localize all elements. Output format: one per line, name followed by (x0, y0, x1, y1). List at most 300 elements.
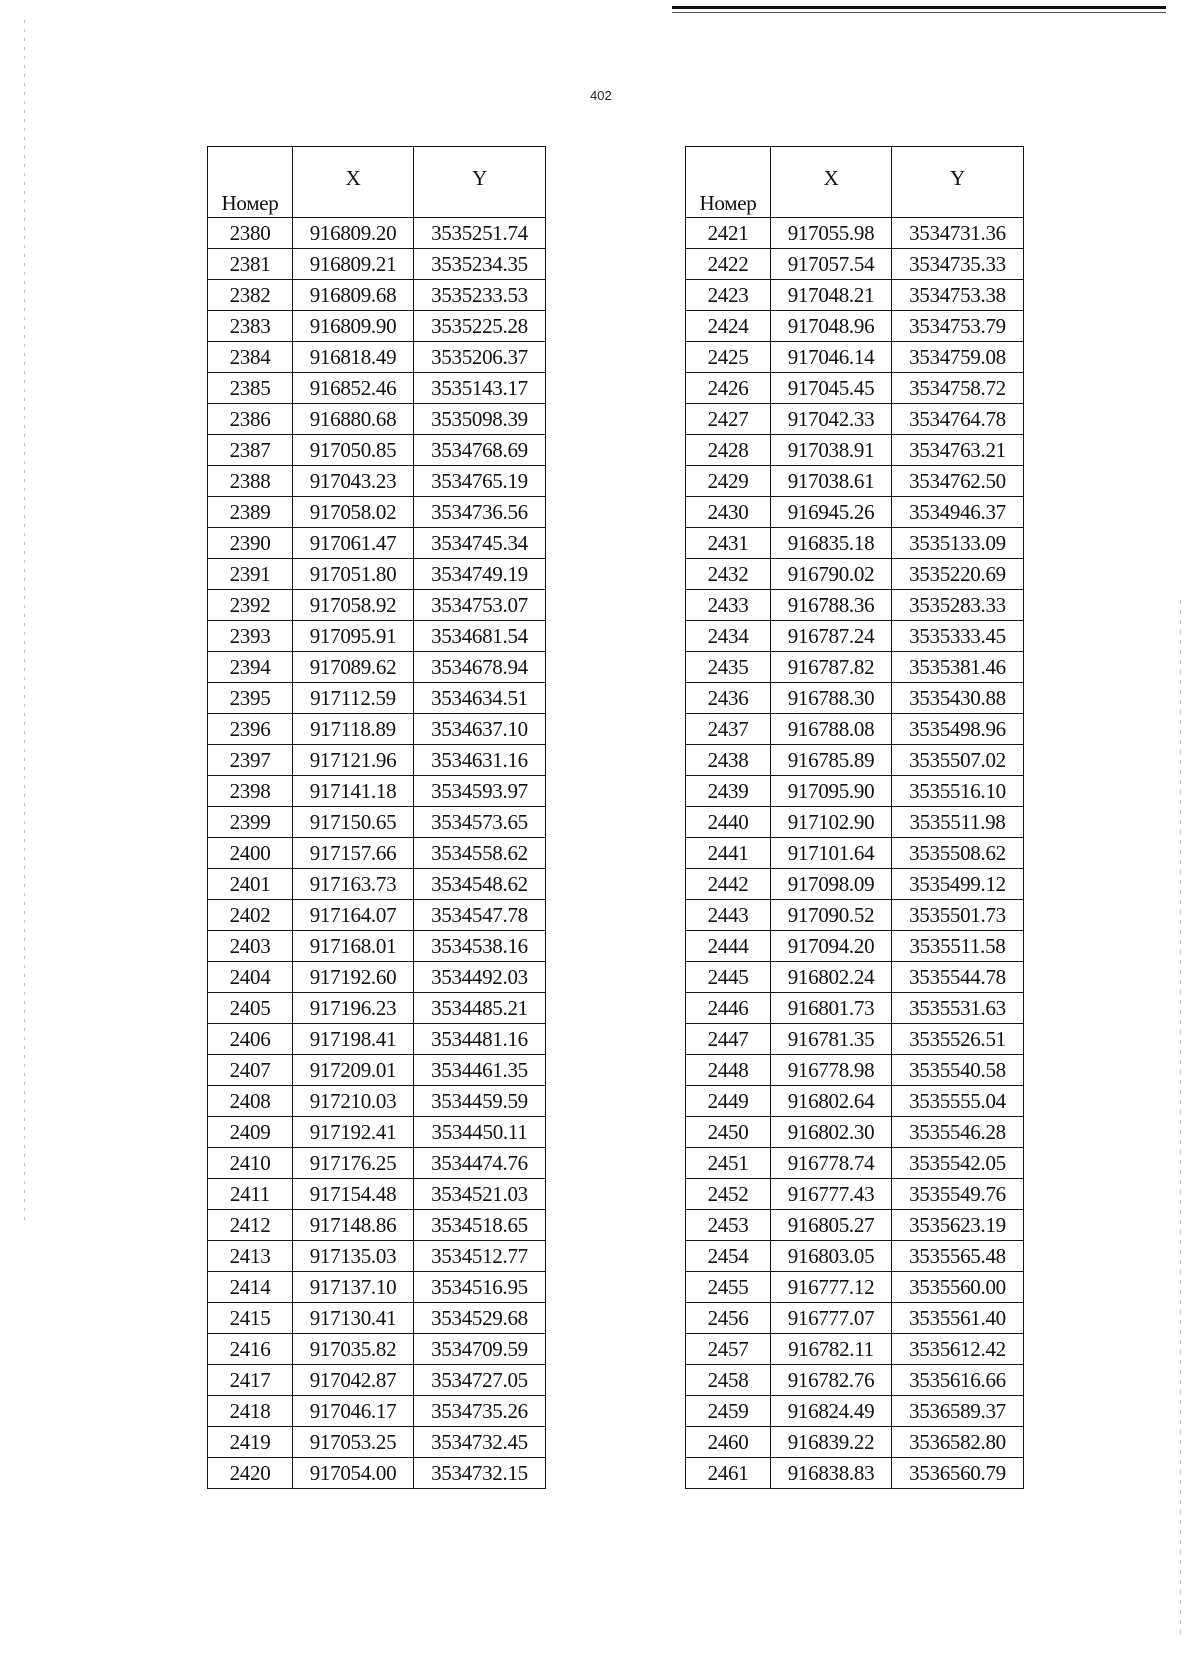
table-row (208, 1086, 546, 1117)
cell-y: 3534516.95 (414, 1272, 546, 1303)
table-row (686, 1148, 1024, 1179)
cell-x: 916787.82 (771, 652, 892, 683)
cell-y: 3534461.35 (414, 1055, 546, 1086)
cell-y: 3534485.21 (414, 993, 546, 1024)
cell-x: 916802.64 (771, 1086, 892, 1117)
cell-y: 3534736.56 (414, 497, 546, 528)
cell-y: 3534637.10 (414, 714, 546, 745)
cell-y: 3535511.98 (892, 807, 1024, 838)
cell-x: 916778.74 (771, 1148, 892, 1179)
cell-number: 2443 (686, 900, 771, 931)
cell-y: 3534459.59 (414, 1086, 546, 1117)
table-row (208, 1334, 546, 1365)
cell-x: 917095.91 (293, 621, 414, 652)
cell-number: 2431 (686, 528, 771, 559)
cell-number: 2448 (686, 1055, 771, 1086)
cell-y: 3534758.72 (892, 373, 1024, 404)
cell-y: 3535098.39 (414, 404, 546, 435)
cell-number: 2386 (208, 404, 293, 435)
cell-y: 3535133.09 (892, 528, 1024, 559)
cell-y: 3534753.07 (414, 590, 546, 621)
cell-y: 3534946.37 (892, 497, 1024, 528)
cell-y: 3534732.15 (414, 1458, 546, 1489)
cell-y: 3535507.02 (892, 745, 1024, 776)
cell-number: 2459 (686, 1396, 771, 1427)
table-row (686, 1055, 1024, 1086)
table-row (208, 776, 546, 807)
cell-x: 917094.20 (771, 931, 892, 962)
cell-y: 3535542.05 (892, 1148, 1024, 1179)
cell-number: 2440 (686, 807, 771, 838)
table-row (686, 962, 1024, 993)
cell-x: 917192.41 (293, 1117, 414, 1148)
table-row (686, 1272, 1024, 1303)
cell-x: 916838.83 (771, 1458, 892, 1489)
table-row (686, 714, 1024, 745)
cell-x: 917054.00 (293, 1458, 414, 1489)
cell-x: 916880.68 (293, 404, 414, 435)
cell-x: 916802.30 (771, 1117, 892, 1148)
cell-x: 916788.36 (771, 590, 892, 621)
cell-x: 917164.07 (293, 900, 414, 931)
table-row (686, 466, 1024, 497)
cell-number: 2445 (686, 962, 771, 993)
cell-x: 916790.02 (771, 559, 892, 590)
cell-y: 3534474.76 (414, 1148, 546, 1179)
cell-x: 917042.87 (293, 1365, 414, 1396)
cell-number: 2395 (208, 683, 293, 714)
table-row (686, 621, 1024, 652)
table-row (686, 745, 1024, 776)
cell-number: 2419 (208, 1427, 293, 1458)
cell-y: 3535251.74 (414, 218, 546, 249)
cell-number: 2436 (686, 683, 771, 714)
cell-number: 2420 (208, 1458, 293, 1489)
cell-number: 2434 (686, 621, 771, 652)
cell-x: 917196.23 (293, 993, 414, 1024)
cell-x: 917057.54 (771, 249, 892, 280)
cell-y: 3535283.33 (892, 590, 1024, 621)
cell-number: 2422 (686, 249, 771, 280)
cell-y: 3535555.04 (892, 1086, 1024, 1117)
cell-number: 2413 (208, 1241, 293, 1272)
cell-x: 916852.46 (293, 373, 414, 404)
cell-x: 917154.48 (293, 1179, 414, 1210)
table-row (208, 590, 546, 621)
cell-y: 3535526.51 (892, 1024, 1024, 1055)
cell-y: 3534547.78 (414, 900, 546, 931)
cell-number: 2429 (686, 466, 771, 497)
cell-number: 2389 (208, 497, 293, 528)
table-row (686, 1458, 1024, 1489)
cell-x: 916835.18 (771, 528, 892, 559)
cell-x: 916777.43 (771, 1179, 892, 1210)
cell-number: 2380 (208, 218, 293, 249)
cell-y: 3535206.37 (414, 342, 546, 373)
cell-x: 917192.60 (293, 962, 414, 993)
cell-number: 2397 (208, 745, 293, 776)
table-row (208, 528, 546, 559)
table-row (208, 497, 546, 528)
cell-y: 3535501.73 (892, 900, 1024, 931)
table-body-left (208, 218, 546, 1489)
table-row (686, 931, 1024, 962)
cell-x: 917101.64 (771, 838, 892, 869)
header-rule (672, 6, 1166, 9)
cell-number: 2400 (208, 838, 293, 869)
cell-x: 916777.07 (771, 1303, 892, 1334)
table-row (208, 1241, 546, 1272)
cell-number: 2387 (208, 435, 293, 466)
table-row (208, 621, 546, 652)
cell-y: 3534763.21 (892, 435, 1024, 466)
scan-edge-left (24, 20, 25, 1220)
table-row (686, 311, 1024, 342)
table-row (208, 1396, 546, 1427)
cell-x: 916809.21 (293, 249, 414, 280)
cell-number: 2384 (208, 342, 293, 373)
cell-x: 917148.86 (293, 1210, 414, 1241)
cell-y: 3534538.16 (414, 931, 546, 962)
cell-x: 916781.35 (771, 1024, 892, 1055)
cell-y: 3534631.16 (414, 745, 546, 776)
cell-number: 2411 (208, 1179, 293, 1210)
cell-x: 916802.24 (771, 962, 892, 993)
table-row (686, 683, 1024, 714)
cell-y: 3535616.66 (892, 1365, 1024, 1396)
cell-y: 3535540.58 (892, 1055, 1024, 1086)
table-row (686, 1427, 1024, 1458)
cell-y: 3534529.68 (414, 1303, 546, 1334)
cell-y: 3535561.40 (892, 1303, 1024, 1334)
cell-number: 2427 (686, 404, 771, 435)
cell-number: 2428 (686, 435, 771, 466)
cell-x: 916803.05 (771, 1241, 892, 1272)
cell-x: 917198.41 (293, 1024, 414, 1055)
cell-number: 2461 (686, 1458, 771, 1489)
cell-x: 917157.66 (293, 838, 414, 869)
cell-x: 916839.22 (771, 1427, 892, 1458)
table-row (686, 559, 1024, 590)
cell-y: 3535511.58 (892, 931, 1024, 962)
table-row (208, 1458, 546, 1489)
cell-x: 917090.52 (771, 900, 892, 931)
cell-y: 3535531.63 (892, 993, 1024, 1024)
table-row (208, 466, 546, 497)
table-row (686, 1365, 1024, 1396)
cell-number: 2399 (208, 807, 293, 838)
table-row (208, 435, 546, 466)
cell-number: 2455 (686, 1272, 771, 1303)
cell-number: 2432 (686, 559, 771, 590)
cell-y: 3535549.76 (892, 1179, 1024, 1210)
cell-y: 3534753.79 (892, 311, 1024, 342)
table-header-row (208, 147, 546, 218)
table-row (208, 373, 546, 404)
cell-x: 917061.47 (293, 528, 414, 559)
cell-number: 2391 (208, 559, 293, 590)
cell-number: 2414 (208, 1272, 293, 1303)
cell-y: 3534768.69 (414, 435, 546, 466)
cell-number: 2446 (686, 993, 771, 1024)
cell-y: 3534731.36 (892, 218, 1024, 249)
table-row (208, 931, 546, 962)
cell-y: 3534762.50 (892, 466, 1024, 497)
table-row (208, 683, 546, 714)
cell-x: 917055.98 (771, 218, 892, 249)
cell-number: 2447 (686, 1024, 771, 1055)
cell-x: 917058.92 (293, 590, 414, 621)
cell-y: 3535498.96 (892, 714, 1024, 745)
table-row (686, 218, 1024, 249)
table-row (208, 1055, 546, 1086)
column-header-number: Номер (208, 147, 293, 218)
cell-y: 3536560.79 (892, 1458, 1024, 1489)
cell-number: 2394 (208, 652, 293, 683)
cell-x: 917053.25 (293, 1427, 414, 1458)
cell-number: 2382 (208, 280, 293, 311)
table-row (686, 590, 1024, 621)
cell-x: 917102.90 (771, 807, 892, 838)
table-row (208, 218, 546, 249)
cell-y: 3534745.34 (414, 528, 546, 559)
cell-y: 3534765.19 (414, 466, 546, 497)
cell-x: 917210.03 (293, 1086, 414, 1117)
table-row (208, 1365, 546, 1396)
table-row (686, 1396, 1024, 1427)
table-row (208, 714, 546, 745)
cell-number: 2381 (208, 249, 293, 280)
cell-y: 3535516.10 (892, 776, 1024, 807)
cell-y: 3535220.69 (892, 559, 1024, 590)
cell-x: 916809.90 (293, 311, 414, 342)
table-row (208, 1117, 546, 1148)
cell-number: 2421 (686, 218, 771, 249)
cell-y: 3535234.35 (414, 249, 546, 280)
table-row (686, 776, 1024, 807)
cell-x: 916805.27 (771, 1210, 892, 1241)
cell-y: 3534764.78 (892, 404, 1024, 435)
table-row (686, 652, 1024, 683)
cell-y: 3535508.62 (892, 838, 1024, 869)
cell-y: 3535612.42 (892, 1334, 1024, 1365)
cell-x: 916809.20 (293, 218, 414, 249)
cell-number: 2396 (208, 714, 293, 745)
table-row (686, 807, 1024, 838)
cell-number: 2407 (208, 1055, 293, 1086)
cell-x: 917163.73 (293, 869, 414, 900)
cell-number: 2418 (208, 1396, 293, 1427)
cell-x: 917038.61 (771, 466, 892, 497)
cell-x: 916785.89 (771, 745, 892, 776)
table-row (208, 1024, 546, 1055)
cell-number: 2460 (686, 1427, 771, 1458)
cell-number: 2425 (686, 342, 771, 373)
table-row (208, 1427, 546, 1458)
cell-x: 916788.08 (771, 714, 892, 745)
cell-x: 916818.49 (293, 342, 414, 373)
cell-y: 3535546.28 (892, 1117, 1024, 1148)
cell-number: 2438 (686, 745, 771, 776)
table-row (208, 1303, 546, 1334)
cell-number: 2426 (686, 373, 771, 404)
cell-x: 917135.03 (293, 1241, 414, 1272)
cell-number: 2402 (208, 900, 293, 931)
table-row (208, 807, 546, 838)
table-row (686, 1117, 1024, 1148)
table-row (686, 869, 1024, 900)
cell-y: 3534735.33 (892, 249, 1024, 280)
cell-number: 2406 (208, 1024, 293, 1055)
table-row (686, 1086, 1024, 1117)
table-row (208, 280, 546, 311)
table-row (208, 745, 546, 776)
cell-x: 917043.23 (293, 466, 414, 497)
cell-x: 917209.01 (293, 1055, 414, 1086)
cell-number: 2423 (686, 280, 771, 311)
cell-number: 2401 (208, 869, 293, 900)
cell-x: 917095.90 (771, 776, 892, 807)
table-row (208, 1272, 546, 1303)
cell-number: 2449 (686, 1086, 771, 1117)
header-rule-thin (672, 12, 1166, 13)
table-row (686, 1210, 1024, 1241)
column-header-x: X (771, 147, 892, 218)
cell-y: 3534735.26 (414, 1396, 546, 1427)
cell-number: 2433 (686, 590, 771, 621)
cell-y: 3534512.77 (414, 1241, 546, 1272)
cell-number: 2410 (208, 1148, 293, 1179)
cell-x: 917118.89 (293, 714, 414, 745)
cell-number: 2398 (208, 776, 293, 807)
cell-x: 917089.62 (293, 652, 414, 683)
cell-number: 2388 (208, 466, 293, 497)
cell-y: 3536589.37 (892, 1396, 1024, 1427)
cell-number: 2404 (208, 962, 293, 993)
table-row (686, 249, 1024, 280)
cell-x: 917048.21 (771, 280, 892, 311)
cell-y: 3535544.78 (892, 962, 1024, 993)
cell-y: 3536582.80 (892, 1427, 1024, 1458)
cell-x: 917121.96 (293, 745, 414, 776)
table-row (208, 900, 546, 931)
cell-y: 3535333.45 (892, 621, 1024, 652)
table-row (686, 373, 1024, 404)
cell-x: 917048.96 (771, 311, 892, 342)
cell-number: 2456 (686, 1303, 771, 1334)
table-row (686, 435, 1024, 466)
table-row (686, 1303, 1024, 1334)
coordinates-table-right (685, 146, 1024, 1489)
table-row (686, 497, 1024, 528)
table-row (208, 652, 546, 683)
cell-number: 2417 (208, 1365, 293, 1396)
table-row (686, 993, 1024, 1024)
cell-number: 2444 (686, 931, 771, 962)
table-row (686, 1024, 1024, 1055)
cell-y: 3534573.65 (414, 807, 546, 838)
table-row (208, 1179, 546, 1210)
column-header-y: Y (892, 147, 1024, 218)
table-row (686, 528, 1024, 559)
cell-y: 3534558.62 (414, 838, 546, 869)
table-row (686, 1179, 1024, 1210)
table-row (208, 1210, 546, 1241)
cell-x: 916788.30 (771, 683, 892, 714)
table-row (686, 900, 1024, 931)
table-row (686, 838, 1024, 869)
cell-x: 917046.14 (771, 342, 892, 373)
cell-y: 3534709.59 (414, 1334, 546, 1365)
cell-number: 2415 (208, 1303, 293, 1334)
cell-number: 2451 (686, 1148, 771, 1179)
cell-y: 3535560.00 (892, 1272, 1024, 1303)
cell-x: 917168.01 (293, 931, 414, 962)
cell-number: 2416 (208, 1334, 293, 1365)
cell-number: 2392 (208, 590, 293, 621)
table-row (208, 1148, 546, 1179)
cell-number: 2442 (686, 869, 771, 900)
table-row (686, 1241, 1024, 1272)
column-header-number: Номер (686, 147, 771, 218)
cell-y: 3535623.19 (892, 1210, 1024, 1241)
scan-edge-right (1180, 600, 1181, 1640)
cell-y: 3534753.38 (892, 280, 1024, 311)
cell-x: 917038.91 (771, 435, 892, 466)
cell-number: 2435 (686, 652, 771, 683)
cell-y: 3535225.28 (414, 311, 546, 342)
table-row (208, 559, 546, 590)
page-number: 402 (590, 88, 612, 103)
cell-x: 917045.45 (771, 373, 892, 404)
cell-number: 2390 (208, 528, 293, 559)
cell-x: 917046.17 (293, 1396, 414, 1427)
cell-x: 917112.59 (293, 683, 414, 714)
table-row (686, 342, 1024, 373)
table-row (686, 404, 1024, 435)
cell-number: 2437 (686, 714, 771, 745)
table-row (208, 993, 546, 1024)
cell-x: 916787.24 (771, 621, 892, 652)
cell-y: 3534681.54 (414, 621, 546, 652)
cell-number: 2409 (208, 1117, 293, 1148)
cell-y: 3534727.05 (414, 1365, 546, 1396)
cell-y: 3534492.03 (414, 962, 546, 993)
cell-y: 3534450.11 (414, 1117, 546, 1148)
cell-y: 3534593.97 (414, 776, 546, 807)
coordinates-table-left (207, 146, 546, 1489)
cell-y: 3534634.51 (414, 683, 546, 714)
table-row (208, 249, 546, 280)
cell-y: 3535430.88 (892, 683, 1024, 714)
table-row (686, 280, 1024, 311)
table-row (208, 342, 546, 373)
cell-y: 3535565.48 (892, 1241, 1024, 1272)
cell-x: 916945.26 (771, 497, 892, 528)
cell-x: 917176.25 (293, 1148, 414, 1179)
cell-y: 3534759.08 (892, 342, 1024, 373)
cell-y: 3534732.45 (414, 1427, 546, 1458)
cell-number: 2453 (686, 1210, 771, 1241)
table-row (208, 962, 546, 993)
cell-number: 2454 (686, 1241, 771, 1272)
cell-number: 2441 (686, 838, 771, 869)
cell-x: 917050.85 (293, 435, 414, 466)
cell-y: 3535233.53 (414, 280, 546, 311)
cell-number: 2405 (208, 993, 293, 1024)
cell-x: 916778.98 (771, 1055, 892, 1086)
cell-y: 3535143.17 (414, 373, 546, 404)
